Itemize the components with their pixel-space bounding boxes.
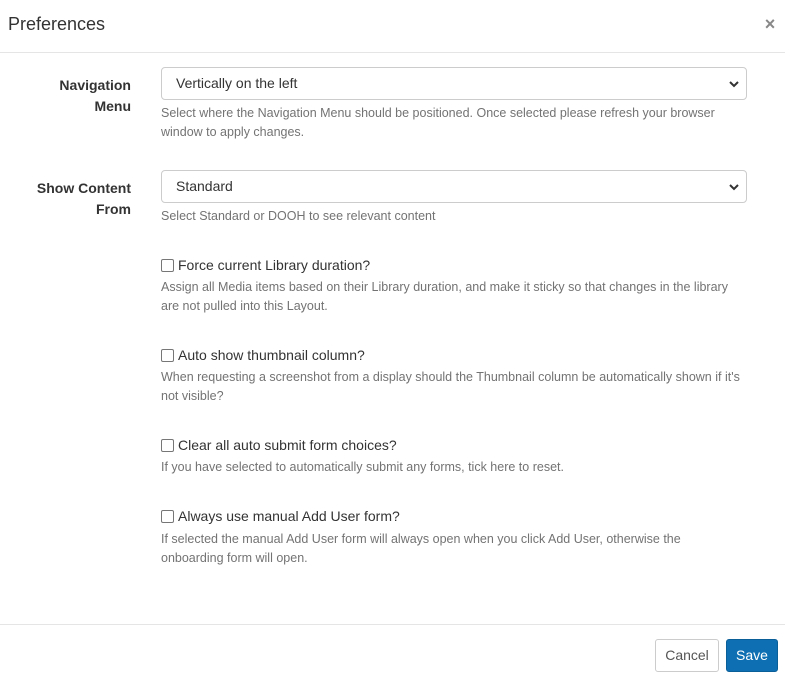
auto-show-thumbnail-help — [161, 368, 751, 406]
manual-add-user-help-line1: If selected the manual Add User form will always open when you click Add User, otherwise the — [161, 532, 681, 546]
auto-show-thumbnail-help-line1: When requesting a screenshot from a display should the Thumbnail column be automatically shown if it's — [161, 370, 740, 384]
close-icon[interactable]: × — [764, 14, 776, 34]
navigation-menu-select[interactable] — [161, 67, 747, 100]
show-content-from-select[interactable] — [161, 170, 747, 203]
clear-auto-submit-checkbox[interactable] — [161, 439, 174, 452]
clear-auto-submit-help: If you have selected to automatically submit any forms, tick here to reset. — [161, 460, 564, 474]
force-library-duration-help-line2: are not pulled into this Layout. — [161, 299, 328, 313]
clear-auto-submit-label[interactable]: Clear all auto submit form choices? — [178, 437, 397, 453]
manual-add-user-label[interactable]: Always use manual Add User form? — [178, 508, 400, 524]
manual-add-user-help — [161, 530, 751, 568]
auto-show-thumbnail-label[interactable]: Auto show thumbnail column? — [178, 347, 365, 363]
navigation-menu-label-line2: Menu — [94, 98, 131, 114]
navigation-menu-help-line2: window to apply changes. — [161, 125, 305, 139]
manual-add-user-row[interactable] — [161, 507, 400, 525]
show-content-from-select-value: Standard — [176, 178, 233, 194]
save-button[interactable]: Save — [726, 639, 778, 672]
chevron-down-icon — [728, 181, 740, 193]
show-content-from-label-line1: Show Content — [36, 180, 131, 196]
manual-add-user-help-line2: onboarding form will open. — [161, 551, 308, 565]
navigation-menu-label — [11, 75, 131, 117]
chevron-down-icon — [728, 78, 740, 90]
navigation-menu-label-line1: Navigation — [59, 77, 131, 93]
manual-add-user-checkbox[interactable] — [161, 510, 174, 523]
navigation-menu-select-value: Vertically on the left — [176, 75, 298, 91]
auto-show-thumbnail-row[interactable] — [161, 346, 365, 364]
navigation-menu-help — [161, 104, 751, 142]
navigation-menu-help-line1: Select where the Navigation Menu should be positioned. Once selected please refresh your browser — [161, 106, 715, 120]
modal-header — [0, 0, 785, 53]
force-library-duration-checkbox[interactable] — [161, 259, 174, 272]
cancel-button[interactable]: Cancel — [655, 639, 719, 672]
force-library-duration-help-line1: Assign all Media items based on their Library duration, and make it sticky so that changes in the library — [161, 280, 728, 294]
show-content-from-label-line2: From — [96, 201, 131, 217]
force-library-duration-label[interactable]: Force current Library duration? — [178, 257, 371, 273]
force-library-duration-row[interactable] — [161, 256, 370, 274]
auto-show-thumbnail-checkbox[interactable] — [161, 349, 174, 362]
auto-show-thumbnail-help-line2: not visible? — [161, 389, 224, 403]
force-library-duration-help — [161, 278, 751, 316]
clear-auto-submit-row[interactable] — [161, 436, 397, 454]
show-content-from-label — [11, 178, 131, 220]
modal-title: Preferences — [8, 14, 106, 34]
show-content-from-help: Select Standard or DOOH to see relevant content — [161, 209, 436, 223]
